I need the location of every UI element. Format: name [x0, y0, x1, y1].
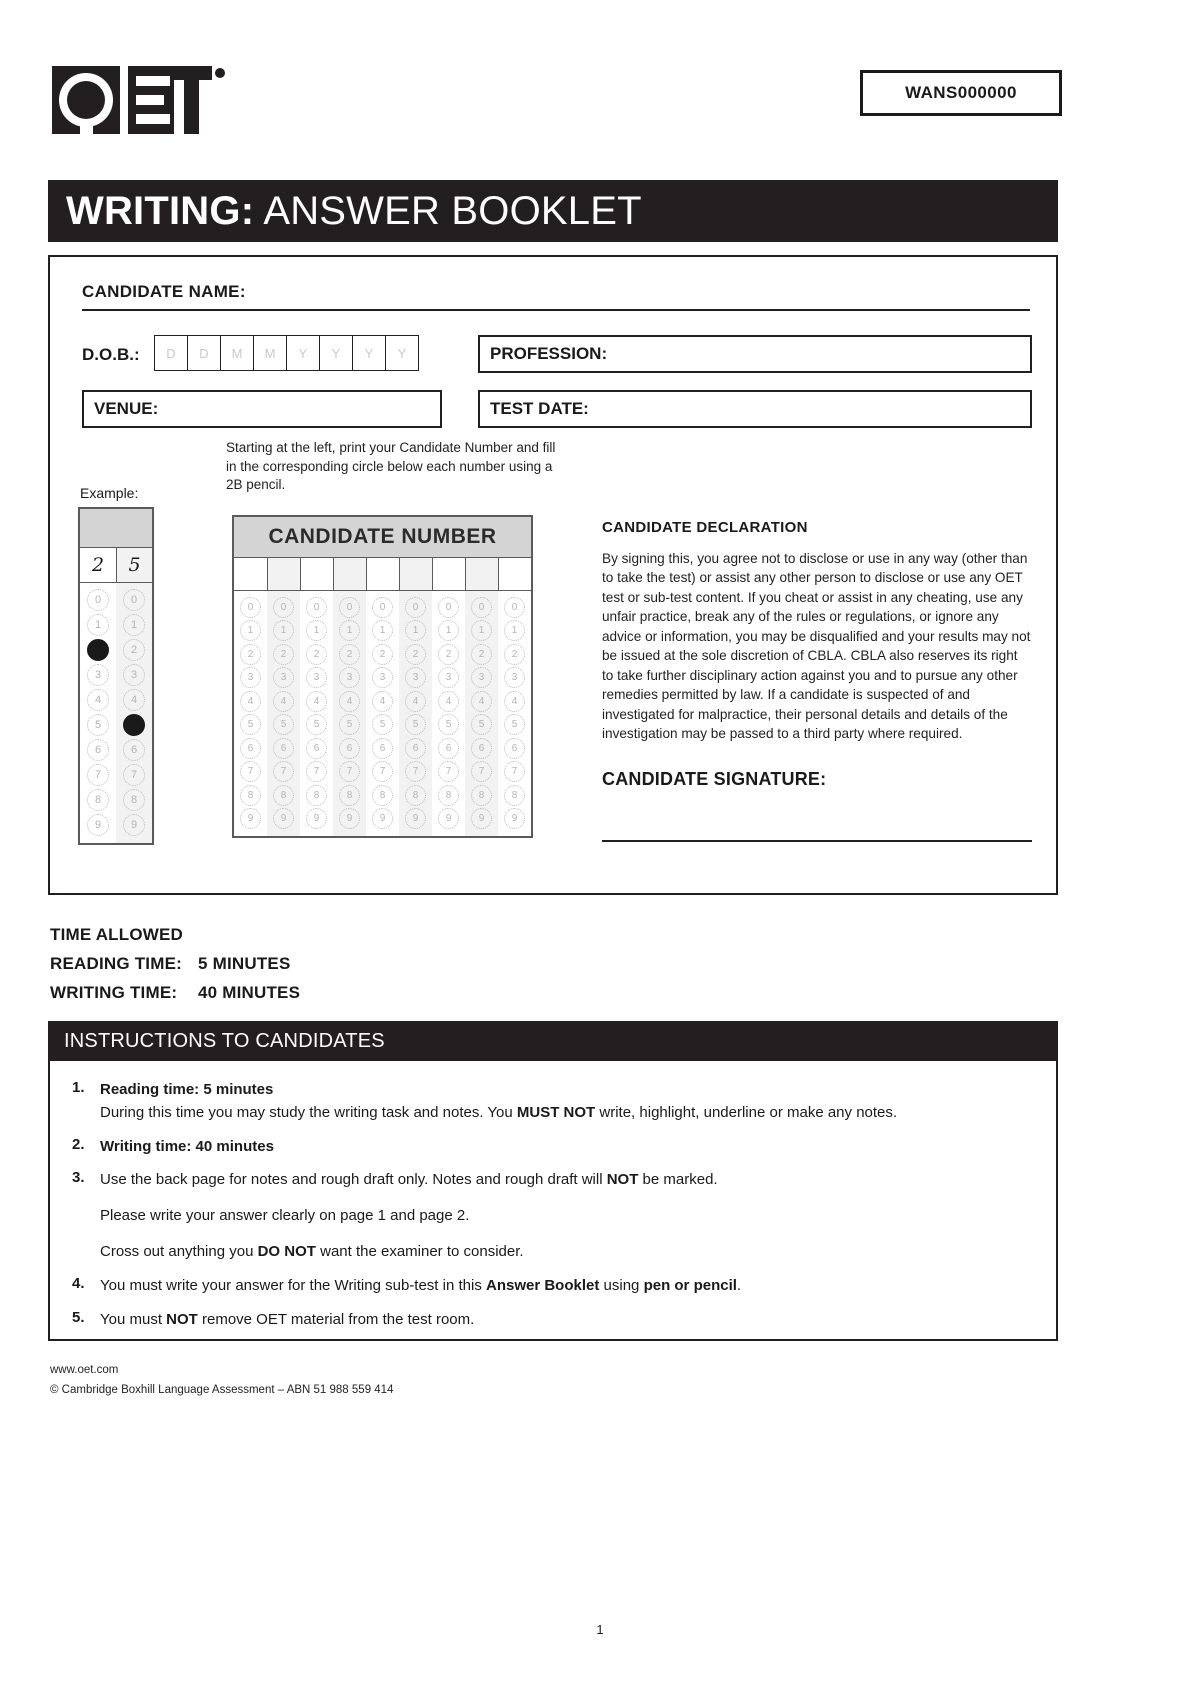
candidate-number-bubble-7-9[interactable]: 9	[471, 808, 492, 829]
reading-time-value: 5 MINUTES	[198, 954, 291, 974]
candidate-number-write-cell-3[interactable]	[333, 558, 366, 590]
candidate-number-bubble-6-7[interactable]: 7	[438, 761, 459, 782]
candidate-number-bubble-5-8[interactable]: 8	[405, 785, 426, 806]
dob-cell-6[interactable]: Y	[352, 335, 386, 371]
example-bubble-0-0: 0	[87, 589, 109, 611]
example-digit-1: 5	[116, 548, 152, 582]
candidate-number-bubble-5-2[interactable]: 2	[405, 644, 426, 665]
example-digit-0: 2	[91, 554, 105, 576]
instruction-body-3: Use the back page for notes and rough draft only. Notes and rough draft will NOT be marked.	[100, 1171, 718, 1189]
candidate-number-bubble-0-1[interactable]: 1	[240, 620, 261, 641]
candidate-number-bubble-7-5[interactable]: 5	[471, 714, 492, 735]
example-bubble-1-3: 3	[123, 664, 145, 686]
candidate-number-bubble-1-0[interactable]: 0	[273, 597, 294, 618]
example-bubble-0-7: 7	[87, 764, 109, 786]
dob-cell-0[interactable]: D	[154, 335, 188, 371]
candidate-number-bubble-5-0[interactable]: 0	[405, 597, 426, 618]
candidate-number-bubble-8-9[interactable]: 9	[504, 808, 525, 829]
instruction-body-4: You must write your answer for the Writing sub-test in this Answer Booklet using pen or pencil.	[100, 1276, 742, 1294]
candidate-number-bubble-6-8[interactable]: 8	[438, 785, 459, 806]
candidate-number-bubble-6-9[interactable]: 9	[438, 808, 459, 829]
dob-cell-2[interactable]: M	[220, 335, 254, 371]
instruction-item-2	[72, 1136, 1034, 1159]
candidate-signature-rule[interactable]	[602, 840, 1032, 842]
instruction-item-3	[72, 1169, 1034, 1263]
candidate-number-column-4[interactable]	[366, 591, 399, 836]
candidate-number-column-3[interactable]	[333, 591, 366, 836]
example-bubble-0-9: 9	[87, 814, 109, 836]
candidate-number-bubble-3-0[interactable]: 0	[339, 597, 360, 618]
declaration-title: CANDIDATE DECLARATION	[602, 519, 808, 536]
candidate-number-bubble-0-8[interactable]: 8	[240, 785, 261, 806]
candidate-number-bubble-1-2[interactable]: 2	[273, 644, 294, 665]
page-title	[48, 189, 642, 234]
candidate-number-bubble-2-6[interactable]: 6	[306, 738, 327, 759]
dob-cell-5[interactable]: Y	[319, 335, 353, 371]
candidate-number-bubble-3-5[interactable]: 5	[339, 714, 360, 735]
candidate-number-bubble-6-3[interactable]: 3	[438, 667, 459, 688]
candidate-number-bubble-7-1[interactable]: 1	[471, 620, 492, 641]
candidate-number-grid[interactable]	[232, 515, 533, 838]
candidate-number-bubble-1-1[interactable]: 1	[273, 620, 294, 641]
dob-cell-4[interactable]: Y	[286, 335, 320, 371]
example-bubble-1-0: 0	[123, 589, 145, 611]
dob-input-boxes[interactable]	[154, 335, 418, 371]
candidate-number-bubble-7-3[interactable]: 3	[471, 667, 492, 688]
candidate-details-panel	[48, 255, 1058, 895]
booklet-id-box	[860, 70, 1062, 116]
instruction-item-5	[72, 1309, 1034, 1332]
page-footer	[50, 1360, 393, 1400]
candidate-number-write-cell-6[interactable]	[432, 558, 465, 590]
candidate-number-write-cell-7[interactable]	[465, 558, 498, 590]
instruction-number-5: 5.	[72, 1308, 85, 1326]
candidate-number-bubble-1-7[interactable]: 7	[273, 761, 294, 782]
candidate-number-bubble-2-9[interactable]: 9	[306, 808, 327, 829]
test-date-label: TEST DATE:	[490, 399, 589, 418]
instruction-number-1: 1.	[72, 1079, 85, 1096]
candidate-number-bubble-7-2[interactable]: 2	[471, 644, 492, 665]
candidate-number-bubble-3-6[interactable]: 6	[339, 738, 360, 759]
instruction-item-1	[72, 1079, 1034, 1125]
instruction-body-5: You must NOT remove OET material from the test room.	[100, 1310, 475, 1328]
candidate-number-bubble-0-0[interactable]: 0	[240, 597, 261, 618]
candidate-number-bubble-5-3[interactable]: 3	[405, 667, 426, 688]
candidate-number-bubble-2-0[interactable]: 0	[306, 597, 327, 618]
profession-field[interactable]	[478, 335, 1032, 373]
example-bubble-1-6: 6	[123, 739, 145, 761]
venue-row	[82, 390, 1032, 428]
example-bubble-0-5: 5	[87, 714, 109, 736]
dob-cell-1[interactable]: D	[187, 335, 221, 371]
candidate-number-bubble-6-2[interactable]: 2	[438, 644, 459, 665]
candidate-number-bubble-8-3[interactable]: 3	[504, 667, 525, 688]
candidate-number-bubble-2-3[interactable]: 3	[306, 667, 327, 688]
candidate-number-instruction: Starting at the left, print your Candidate Number and fill in the corresponding circle below each number using a 2B pencil.	[226, 440, 556, 493]
candidate-number-column-6[interactable]	[432, 591, 465, 836]
example-bubble-grid	[78, 507, 154, 845]
page-header	[0, 0, 1200, 160]
candidate-number-bubble-2-4[interactable]: 4	[306, 691, 327, 712]
instruction-body-1: During this time you may study the writing task and notes. You MUST NOT write, highlight, underline or make any notes.	[100, 1103, 898, 1121]
candidate-number-bubble-8-6[interactable]: 6	[504, 738, 525, 759]
instructions-header-bar	[48, 1021, 1058, 1061]
candidate-number-bubble-4-5[interactable]: 5	[372, 714, 393, 735]
candidate-name-label: CANDIDATE NAME:	[82, 282, 246, 301]
page-title-bar	[48, 180, 1058, 242]
dob-row	[82, 335, 1032, 375]
example-bubble-1-9: 9	[123, 814, 145, 836]
candidate-number-bubble-5-4[interactable]: 4	[405, 691, 426, 712]
page-number: 1	[596, 1622, 604, 1637]
candidate-number-bubble-3-3[interactable]: 3	[339, 667, 360, 688]
candidate-number-bubble-7-7[interactable]: 7	[471, 761, 492, 782]
instructions-heading: INSTRUCTIONS TO CANDIDATES	[64, 1029, 385, 1052]
candidate-number-bubble-1-3[interactable]: 3	[273, 667, 294, 688]
instruction-text-1	[100, 1079, 897, 1125]
instructions-list	[48, 1061, 1058, 1341]
candidate-number-write-cell-1[interactable]	[267, 558, 300, 590]
candidate-number-bubble-5-1[interactable]: 1	[405, 620, 426, 641]
instruction-sub2-3: Cross out anything you DO NOT want the examiner to consider.	[100, 1242, 524, 1260]
candidate-number-column-5[interactable]	[399, 591, 432, 836]
footer-website: www.oet.com	[50, 1364, 119, 1376]
candidate-number-bubble-8-5[interactable]: 5	[504, 714, 525, 735]
candidate-number-bubble-8-8[interactable]: 8	[504, 785, 525, 806]
candidate-number-bubble-3-4[interactable]: 4	[339, 691, 360, 712]
instruction-text-2	[100, 1136, 274, 1159]
venue-field[interactable]	[82, 390, 442, 428]
instruction-item-4	[72, 1275, 1034, 1298]
candidate-number-bubble-8-1[interactable]: 1	[504, 620, 525, 641]
candidate-name-rule	[82, 309, 1030, 311]
candidate-declaration	[602, 519, 1032, 842]
declaration-body: By signing this, you agree not to disclose or use in any way (other than to take the test) or assist any other person to disclose or use any OET test or sub-test content. If you cheat or assist in any cheating, use any unfair practice, break any of the rules or regulations, or ignore any advice or information, you may be disqualified and your results may not be issued at the sole discretion of CBLA. CBLA also reserves its right to take further disciplinary action against you and to pursue any other remedies permitted by law. If a candidate is suspected of and investigated for malpractice, their personal details and details of the investigation may be passed to a third party where required.	[602, 551, 1031, 741]
example-bubble-1-5	[123, 714, 145, 736]
candidate-number-bubble-4-9[interactable]: 9	[372, 808, 393, 829]
candidate-number-column-8[interactable]	[498, 591, 531, 836]
booklet-id-label: WANS000000	[905, 83, 1017, 102]
candidate-number-bubble-6-4[interactable]: 4	[438, 691, 459, 712]
candidate-number-bubble-5-5[interactable]: 5	[405, 714, 426, 735]
candidate-number-bubble-3-1[interactable]: 1	[339, 620, 360, 641]
candidate-number-bubble-4-6[interactable]: 6	[372, 738, 393, 759]
candidate-number-bubble-5-6[interactable]: 6	[405, 738, 426, 759]
dob-cell-3[interactable]: M	[253, 335, 287, 371]
candidate-number-bubble-5-9[interactable]: 9	[405, 808, 426, 829]
candidate-number-bubble-5-7[interactable]: 7	[405, 761, 426, 782]
example-bubble-1-8: 8	[123, 789, 145, 811]
candidate-number-bubble-4-1[interactable]: 1	[372, 620, 393, 641]
example-label: Example:	[80, 485, 139, 501]
candidate-number-bubble-3-7[interactable]: 7	[339, 761, 360, 782]
example-grid-header	[80, 509, 152, 548]
candidate-number-bubble-0-9[interactable]: 9	[240, 808, 261, 829]
candidate-number-bubble-4-4[interactable]: 4	[372, 691, 393, 712]
instruction-headline-2: Writing time: 40 minutes	[100, 1137, 274, 1155]
instruction-headline-1: Reading time: 5 minutes	[100, 1081, 274, 1098]
candidate-signature-label: CANDIDATE SIGNATURE:	[602, 769, 827, 790]
example-bubble-1-2: 2	[123, 639, 145, 661]
candidate-number-bubble-3-9[interactable]: 9	[339, 808, 360, 829]
page-title-bold: WRITING:	[66, 188, 255, 233]
candidate-number-bubble-6-0[interactable]: 0	[438, 597, 459, 618]
candidate-number-bubble-2-2[interactable]: 2	[306, 644, 327, 665]
candidate-number-write-cell-5[interactable]	[399, 558, 432, 590]
venue-label: VENUE:	[94, 399, 159, 418]
candidate-number-bubble-2-5[interactable]: 5	[306, 714, 327, 735]
candidate-number-title: CANDIDATE NUMBER	[234, 517, 531, 558]
dob-cell-7[interactable]: Y	[385, 335, 419, 371]
page-title-rest: ANSWER BOOKLET	[254, 188, 642, 233]
candidate-number-bubble-2-8[interactable]: 8	[306, 785, 327, 806]
candidate-number-bubble-0-6[interactable]: 6	[240, 738, 261, 759]
oet-logo	[52, 62, 242, 137]
candidate-number-bubble-columns[interactable]	[234, 591, 531, 836]
dob-label: D.O.B.:	[82, 345, 140, 364]
candidate-number-bubble-4-2[interactable]: 2	[372, 644, 393, 665]
candidate-number-bubble-0-4[interactable]: 4	[240, 691, 261, 712]
candidate-number-bubble-7-0[interactable]: 0	[471, 597, 492, 618]
candidate-number-bubble-8-2[interactable]: 2	[504, 644, 525, 665]
candidate-number-bubble-1-6[interactable]: 6	[273, 738, 294, 759]
candidate-number-bubble-6-1[interactable]: 1	[438, 620, 459, 641]
candidate-number-column-1[interactable]	[267, 591, 300, 836]
candidate-number-bubble-0-7[interactable]: 7	[240, 761, 261, 782]
writing-time-row	[50, 978, 300, 1007]
candidate-number-bubble-6-5[interactable]: 5	[438, 714, 459, 735]
candidate-number-column-2[interactable]	[300, 591, 333, 836]
candidate-number-bubble-0-5[interactable]: 5	[240, 714, 261, 735]
reading-time-row	[50, 949, 300, 978]
writing-time-label: WRITING TIME:	[50, 983, 178, 1003]
profession-label: PROFESSION:	[490, 344, 608, 363]
candidate-number-bubble-8-7[interactable]: 7	[504, 761, 525, 782]
example-bubble-0-6: 6	[87, 739, 109, 761]
time-allowed-heading: TIME ALLOWED	[50, 925, 184, 944]
instruction-text-5	[100, 1309, 474, 1332]
candidate-number-bubble-2-1[interactable]: 1	[306, 620, 327, 641]
example-bubble-1-1: 1	[123, 614, 145, 636]
example-bubble-1-4: 4	[123, 689, 145, 711]
candidate-name-field[interactable]	[82, 282, 1030, 311]
footer-copyright: © Cambridge Boxhill Language Assessment – ABN 51 988 559 414	[50, 1384, 394, 1397]
instruction-number-3: 3.	[72, 1169, 85, 1187]
candidate-number-write-cell-4[interactable]	[366, 558, 399, 590]
candidate-number-bubble-1-8[interactable]: 8	[273, 785, 294, 806]
candidate-number-bubble-4-8[interactable]: 8	[372, 785, 393, 806]
example-bubble-column-1	[116, 583, 152, 843]
candidate-number-bubble-3-8[interactable]: 8	[339, 785, 360, 806]
instruction-text-4	[100, 1275, 741, 1298]
candidate-number-bubble-4-0[interactable]: 0	[372, 597, 393, 618]
instruction-sub1-3: Please write your answer clearly on page 1 and page 2.	[100, 1207, 470, 1225]
candidate-number-column-0[interactable]	[234, 591, 267, 836]
candidate-number-bubble-7-6[interactable]: 6	[471, 738, 492, 759]
instruction-number-4: 4.	[72, 1274, 85, 1292]
example-bubble-1-7: 7	[123, 764, 145, 786]
candidate-number-bubble-2-7[interactable]: 7	[306, 761, 327, 782]
candidate-number-bubble-4-7[interactable]: 7	[372, 761, 393, 782]
candidate-number-bubble-1-9[interactable]: 9	[273, 808, 294, 829]
example-bubble-0-2	[87, 639, 109, 661]
test-date-field[interactable]	[478, 390, 1032, 428]
candidate-number-bubble-8-0[interactable]: 0	[504, 597, 525, 618]
candidate-number-bubble-7-8[interactable]: 8	[471, 785, 492, 806]
example-digit-row	[80, 548, 152, 583]
example-bubble-0-3: 3	[87, 664, 109, 686]
candidate-number-write-cell-2[interactable]	[300, 558, 333, 590]
candidate-number-bubble-1-4[interactable]: 4	[273, 691, 294, 712]
candidate-number-bubble-6-6[interactable]: 6	[438, 738, 459, 759]
candidate-number-bubble-4-3[interactable]: 3	[372, 667, 393, 688]
writing-time-value: 40 MINUTES	[198, 983, 301, 1003]
candidate-number-bubble-7-4[interactable]: 4	[471, 691, 492, 712]
example-bubble-0-8: 8	[87, 789, 109, 811]
candidate-number-write-cell-0[interactable]	[234, 558, 267, 590]
candidate-number-bubble-1-5[interactable]: 5	[273, 714, 294, 735]
candidate-number-bubble-8-4[interactable]: 4	[504, 691, 525, 712]
example-bubble-column-0	[80, 583, 116, 843]
example-bubble-0-4: 4	[87, 689, 109, 711]
example-bubble-0-1: 1	[87, 614, 109, 636]
candidate-number-write-row[interactable]	[234, 558, 531, 591]
instruction-number-2: 2.	[72, 1135, 85, 1153]
time-allowed-block	[50, 920, 300, 1008]
candidate-number-bubble-0-3[interactable]: 3	[240, 667, 261, 688]
candidate-number-column-7[interactable]	[465, 591, 498, 836]
candidate-number-bubble-3-2[interactable]: 2	[339, 644, 360, 665]
candidate-number-write-cell-8[interactable]	[498, 558, 531, 590]
reading-time-label: READING TIME:	[50, 954, 182, 974]
instruction-text-3	[100, 1169, 718, 1263]
candidate-number-bubble-0-2[interactable]: 2	[240, 644, 261, 665]
example-bubble-columns	[80, 583, 152, 843]
